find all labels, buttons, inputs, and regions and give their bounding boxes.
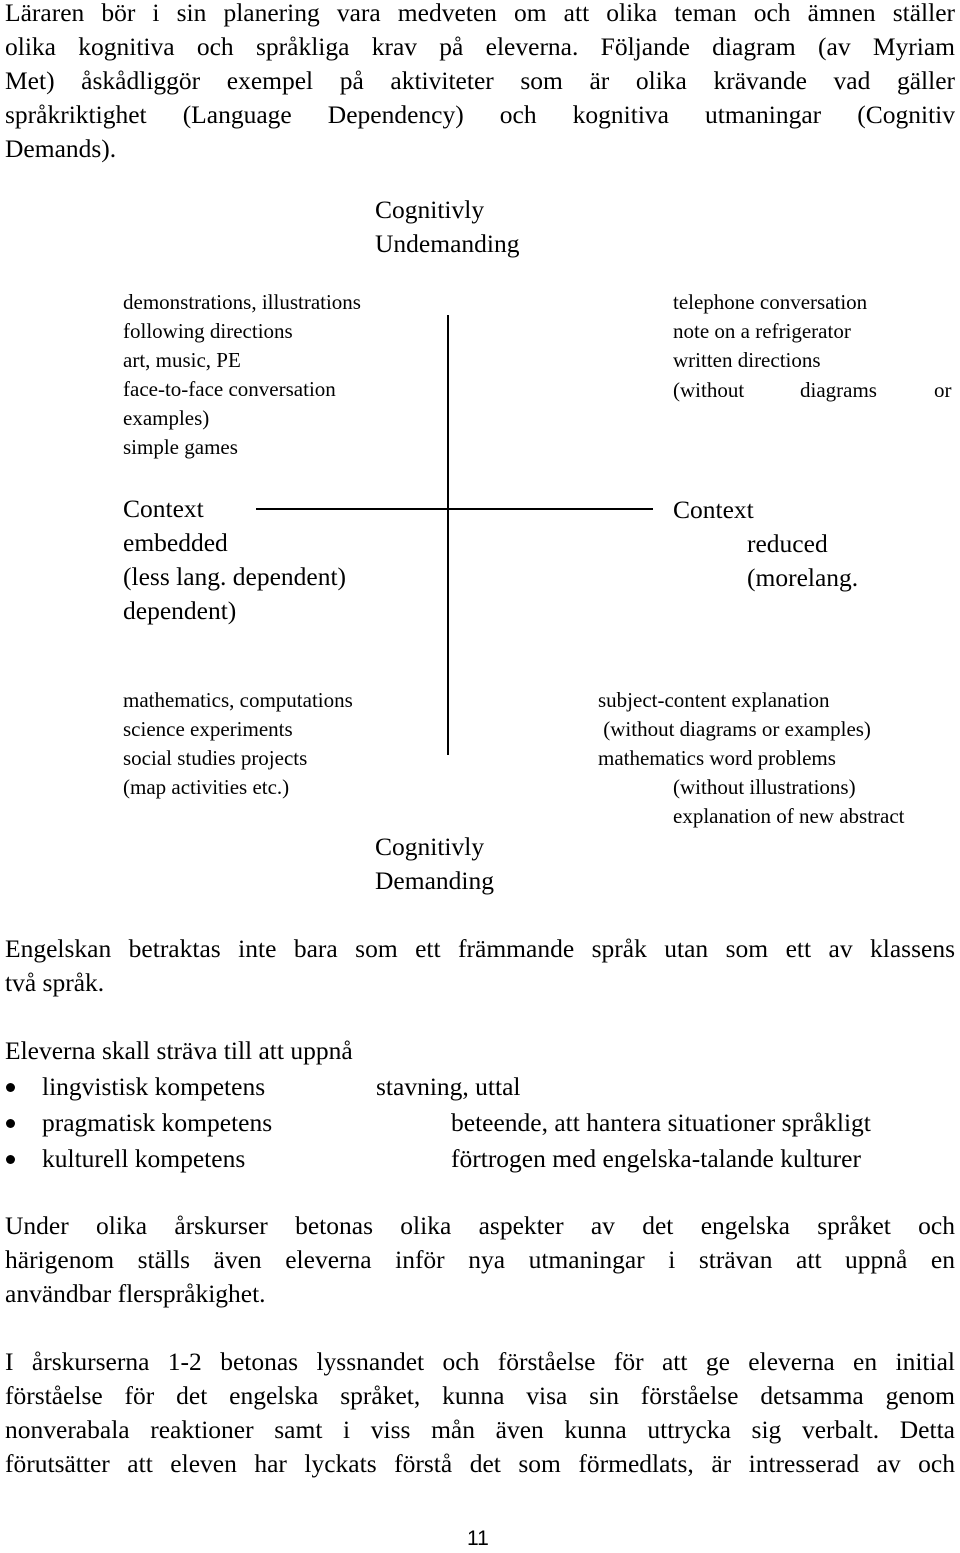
goal-term: pragmatisk kompetens (42, 1108, 273, 1137)
quadrant-item: or (934, 378, 952, 402)
goal-term: kulturell kompetens (42, 1144, 246, 1173)
quadrant-item: science experiments (123, 717, 293, 741)
quadrant-item: mathematics, computations (123, 688, 353, 712)
page-number: 11 (467, 1527, 489, 1550)
bullet-icon (6, 1119, 15, 1128)
diagram-left-label-line: Context (123, 494, 204, 523)
diagram-left-label-line: (less lang. dependent) (123, 562, 347, 591)
bullet-icon (6, 1155, 15, 1164)
quadrant-item: (without illustrations) (673, 775, 856, 799)
goal-term: lingvistisk kompetens (42, 1072, 266, 1101)
intro-paragraph (5, 0, 955, 166)
diagram-left-label-line: dependent) (123, 596, 237, 625)
quadrant-item: (without diagrams or examples) (598, 717, 871, 741)
quadrant-item: (without (673, 378, 745, 402)
paragraph-line: I årskurserna 1-2 betonas lyssnandet och förståelse för att ge eleverna en initial (5, 1347, 955, 1376)
quadrant-top-right (673, 288, 867, 375)
quadrant-item: diagrams (800, 378, 877, 402)
paragraph-line: förutsätter att eleven har lyckats förstå det som förmedlats, är intresserad av och (5, 1449, 955, 1478)
quadrant-item: following directions (123, 319, 293, 343)
quadrant-item: examples) (123, 406, 210, 430)
quadrant-item: mathematics word problems (598, 746, 836, 770)
quadrant-item: face-to-face conversation (123, 377, 336, 401)
goals-heading: Eleverna skall sträva till att uppnå (5, 1036, 353, 1065)
diagram-top-label (375, 193, 519, 261)
quadrant-top-left (123, 288, 361, 462)
paragraph-line: Engelskan betraktas inte bara som ett främmande språk utan som ett av klassens (5, 934, 955, 963)
paragraph-line: förståelse för det engelska språket, kunna visa sin förståelse detsamma genom (5, 1381, 955, 1410)
paragraph-line: nonverabala reaktioner samt i viss mån även kunna uttrycka sig verbalt. Detta (5, 1415, 955, 1444)
paragraph-line: Under olika årskurser betonas olika aspekter av det engelska språket och (5, 1211, 955, 1240)
diagram-vertical-axis (447, 315, 449, 755)
diagram-bottom-label (375, 830, 494, 898)
grades-paragraph (5, 1345, 955, 1481)
intro-line: språkriktighet (Language Dependency) och kognitiva utmaningar (Cognitiv (5, 100, 955, 129)
diagram-right-label-line: (morelang. (747, 563, 859, 592)
diagram-right-label-line: Context (673, 495, 754, 524)
courses-paragraph (5, 1209, 955, 1311)
diagram-right-label-line: reduced (747, 529, 828, 558)
intro-line: Demands). (5, 134, 117, 163)
quadrant-item: social studies projects (123, 746, 308, 770)
goal-desc: förtrogen med engelska-talande kulturer (451, 1144, 861, 1173)
diagram-left-label-line: embedded (123, 528, 228, 557)
intro-line: olika kognitiva och språkliga krav på eleverna. Följande diagram (av Myriam (5, 32, 955, 61)
goal-desc: beteende, att hantera situationer språkligt (451, 1108, 871, 1137)
quadrant-item: explanation of new abstract (673, 804, 905, 828)
paragraph-line: härigenom ställs även eleverna inför nya utmaningar i strävan att uppnå en (5, 1245, 955, 1274)
quadrant-bottom-left (123, 686, 353, 802)
english-paragraph (5, 932, 955, 1000)
quadrant-item: subject-content explanation (598, 688, 830, 712)
paragraph-line: två språk. (5, 968, 105, 997)
intro-line: Met) åskådliggör exempel på aktiviteter som är olika krävande vad gäller (5, 66, 955, 95)
quadrant-item: art, music, PE (123, 348, 241, 372)
diagram-top-label-line: Cognitivly (375, 195, 485, 224)
diagram-top-label-line: Undemanding (375, 229, 520, 258)
paragraph-line: användbar flerspråkighet. (5, 1279, 266, 1308)
quadrant-item: note on a refrigerator (673, 319, 851, 343)
intro-line: Läraren bör i sin planering vara medveten om att olika teman och ämnen ställer (5, 0, 955, 27)
diagram-bottom-label-line: Demanding (375, 866, 494, 895)
goal-desc: stavning, uttal (376, 1072, 521, 1101)
diagram-left-label (123, 492, 346, 628)
diagram-bottom-label-line: Cognitivly (375, 832, 485, 861)
quadrant-item: telephone conversation (673, 290, 868, 314)
quadrant-item: demonstrations, illustrations (123, 290, 361, 314)
quadrant-item: (map activities etc.) (123, 775, 290, 799)
quadrant-item: simple games (123, 435, 238, 459)
quadrant-item: written directions (673, 348, 821, 372)
bullet-icon (6, 1083, 15, 1092)
